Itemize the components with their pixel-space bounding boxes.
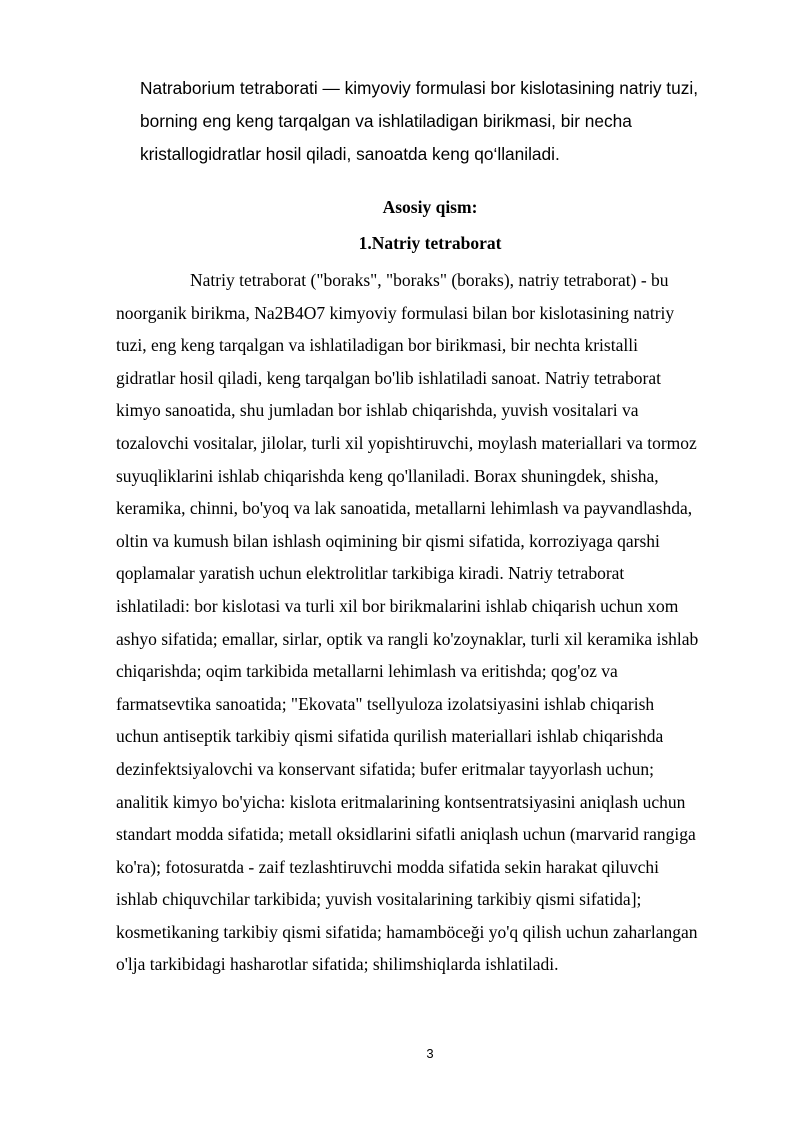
body-line: ishlatiladi: bor kislotasi va turli xil bor birikmalarini ishlab chiqarish uchun xom xyxy=(116,595,679,616)
page-number: 3 xyxy=(426,1046,434,1061)
body-line: Natriy tetraborat ("boraks", "boraks" (boraks), natriy tetraborat) - bu xyxy=(190,270,669,290)
body-line: tozalovchi vositalar, jilolar, turli xil yopishtiruvchi, moylash materiallari va tormoz xyxy=(116,432,697,453)
intro-line: borning eng keng tarqalgan va ishlatiladigan birikmasi, bir necha xyxy=(140,111,632,131)
body-line: keramika, chinni, bo'yoq va lak sanoatida, metallarni lehimlash va payvandlashda, xyxy=(116,498,693,519)
body-line: analitik kimyo bo'yicha: kislota eritmalarining kontsentratsiyasini aniqlash uchun xyxy=(116,791,686,812)
intro-line: kristallogidratlar hosil qiladi, sanoatda keng qo‘llaniladi. xyxy=(140,144,560,164)
body-line: dezinfektsiyalovchi va konservant sifatida; bufer eritmalar tayyorlash uchun; xyxy=(116,758,654,779)
body-line: kosmetikaning tarkibiy qismi sifatida; hamamböceği yo'q qilish uchun zaharlangan xyxy=(116,921,698,942)
body-line: kimyo sanoatida, shu jumladan bor ishlab chiqarishda, yuvish vositalari va xyxy=(116,400,639,421)
body-line: standart modda sifatida; metall oksidlarini sifatli aniqlash uchun (marvarid rangiga xyxy=(116,824,696,845)
body-line: suyuqliklarini ishlab chiqarishda keng qo'llaniladi. Borax shuningdek, shisha, xyxy=(116,465,659,486)
body-line: ashyo sifatida; emallar, sirlar, optik va rangli ko'zoynaklar, turli xil keramika ishlab xyxy=(116,628,699,649)
body-line: ishlab chiquvchilar tarkibida; yuvish vositalarining tarkibiy qismi sifatida]; xyxy=(116,889,642,910)
body-line: gidratlar hosil qiladi, keng tarqalgan bo'lib ishlatiladi sanoat. Natriy tetraborat xyxy=(116,367,662,388)
main-heading: Asosiy qism: xyxy=(382,197,478,217)
intro-line: Natraborium tetraborati — kimyoviy formulasi bor kislotasining natriy tuzi, xyxy=(140,78,698,98)
intro-paragraph xyxy=(140,72,740,171)
body-line: qoplamalar yaratish uchun elektrolitlar tarkibiga kiradi. Natriy tetraborat xyxy=(116,563,625,584)
body-paragraph xyxy=(116,264,746,981)
body-line: ko'ra); fotosuratda - zaif tezlashtiruvchi modda sifatida sekin harakat qiluvchi xyxy=(116,856,660,877)
section-heading: 1.Natriy tetraborat xyxy=(358,233,502,253)
body-line: tuzi, eng keng tarqalgan va ishlatiladigan bor birikmasi, bir nechta kristalli xyxy=(116,335,638,356)
body-line: o'lja tarkibidagi hasharotlar sifatida; shilimshiqlarda ishlatiladi. xyxy=(116,954,559,975)
body-line: farmatsevtika sanoatida; "Ekovata" tsellyuloza izolatsiyasini ishlab chiqarish xyxy=(116,693,655,714)
body-line: oltin va kumush bilan ishlash oqimining bir qismi sifatida, korroziyaga qarshi xyxy=(116,530,660,551)
body-line: uchun antiseptik tarkibiy qismi sifatida qurilish materiallari ishlab chiqarishda xyxy=(116,726,664,747)
body-line: noorganik birikma, Na2B4O7 kimyoviy formulasi bilan bor kislotasining natriy xyxy=(116,302,675,323)
body-line: chiqarishda; oqim tarkibida metallarni lehimlash va eritishda; qog'oz va xyxy=(116,661,618,682)
